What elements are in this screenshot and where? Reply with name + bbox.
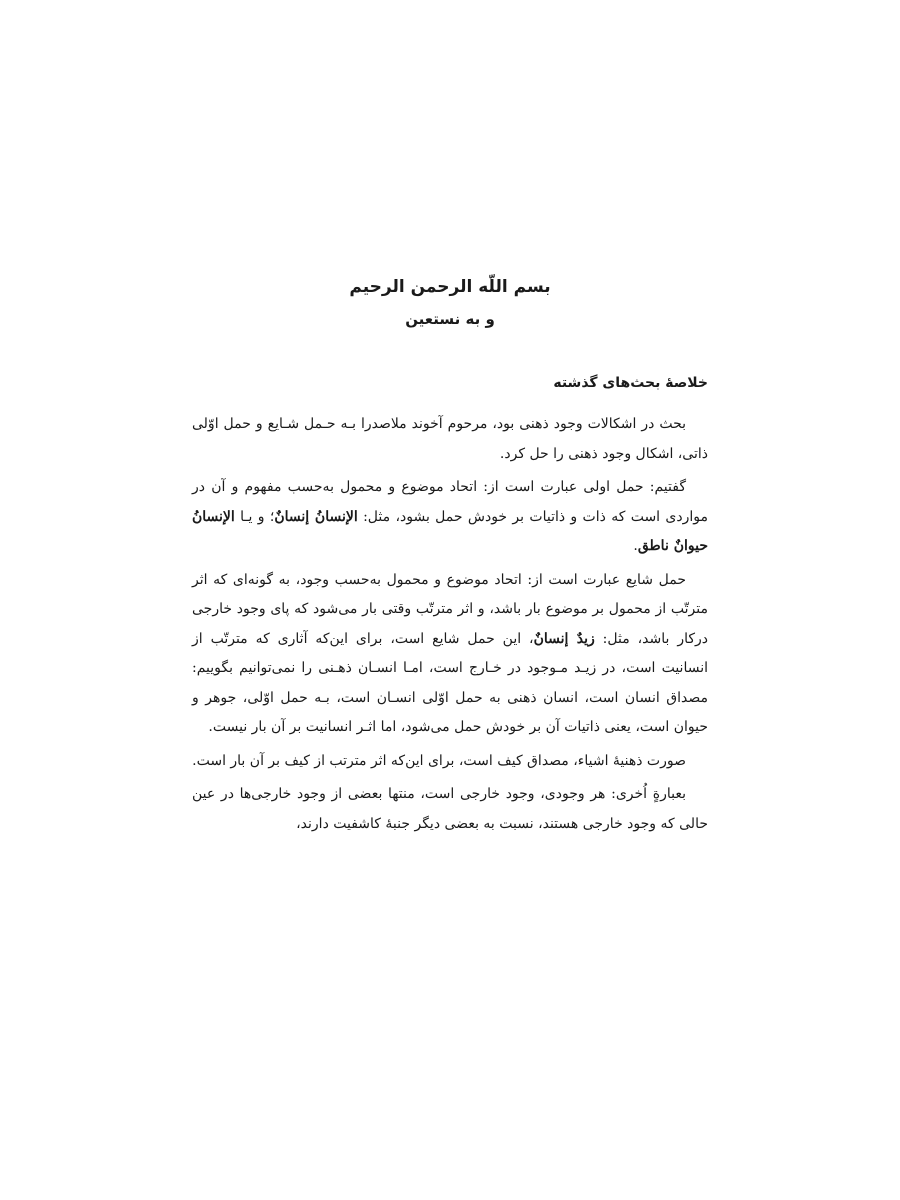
paragraph-4: صورت ذهنیۀ اشیاء، مصداق کیف است، برای این‌که اثر مترتب از کیف بر آن بار است. (192, 752, 686, 769)
paragraph-2-text-d: . (633, 538, 638, 554)
paragraph-2-text-c: ؛ و یـا (234, 508, 275, 525)
invocation-subheading: و به نستعين (405, 310, 495, 328)
basmala-heading: بسم اللّه الرحمن الرحيم (349, 277, 551, 297)
example-zayd-is-human: زیدٌ إنسانٌ (533, 630, 595, 647)
paragraph-2 (192, 473, 708, 562)
paragraph-3 (192, 566, 708, 743)
paragraph-3-text-a: حمل شایع عبارت است از: اتحاد موضوع و محمول به‌حسب وجود، به گونه‌ای که اثر مترتّب از محمول بر موضوع بار باشد، و اثر مترتّب وقتی بار می‌شود که پای وجود خارجی درکار باشد، مثل: (192, 571, 709, 647)
body-text (192, 410, 708, 843)
example-human-is-human: الإنسانُ إنسانٌ (274, 508, 358, 525)
paragraph-3-text-c: ، این حمل شایع است، برای این‌که آثاری که مترتّب از انسانیت است، در زیـد مـوجود در خـارج است، امـا انسـان ذهـنی را نمی‌توانیم بگوییم: مصداق انسان است، انسان ذهنی به حمل اوّلی انسـان است، بـه حمل اوّلی، جوهر و حیوان است، یعنی ذاتیات آن بر خودش حمل می‌شود، اما اثـر انسانیت بر آن بار نیست. (192, 630, 708, 735)
section-title: خلاصۀ بحث‌های گذشته (553, 375, 708, 391)
paragraph-5: بعبارةٍ اُخری: هر وجودی، وجود خارجی است، منتها بعضی از وجود خارجی‌ها در عین حالی که وجود خارجی هستند، نسبت به بعضی دیگر جنبۀ کاشفیت دارند، (192, 786, 708, 832)
paragraph-1: بحث در اشکالات وجود ذهنی بود، مرحوم آخوند ملاصدرا بـه حـمل شـایع و حمل اوّلی ذاتی، اشکال وجود ذهنی را حل کرد. (192, 416, 708, 462)
heading-block (0, 270, 900, 334)
example-human-rational-animal: الإنسانُ حیوانٌ ناطق (192, 508, 708, 554)
paragraph-2-text-a: گفتیم: حمل اولی عبارت است از: اتحاد موضوع و محمول به‌حسب مفهوم و آن در مواردی است که ذات و ذاتیات بر خودش حمل بشود، مثل: (192, 479, 708, 525)
